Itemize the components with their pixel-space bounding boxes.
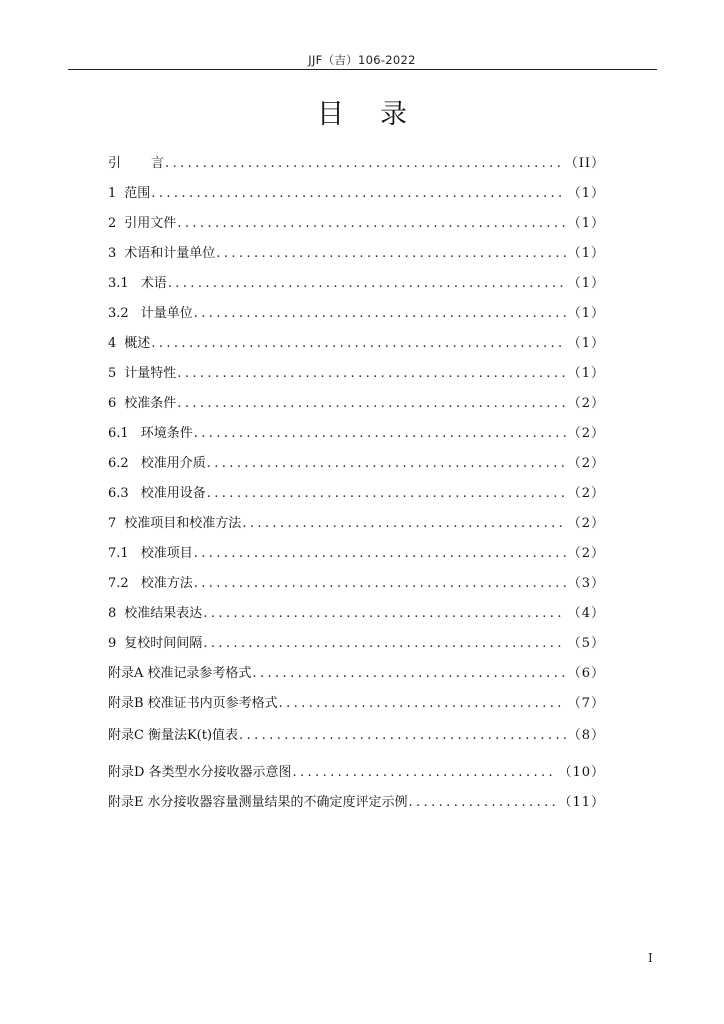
toc-entry-number: 4	[108, 336, 117, 351]
toc-entry-page: （1）	[567, 186, 605, 201]
toc-leader-dots	[151, 186, 565, 201]
toc-entry-page: （2）	[567, 516, 605, 531]
toc-leader-dots	[203, 606, 565, 621]
toc-entry-title: 范围	[124, 186, 151, 201]
toc-entry-number: 5	[108, 366, 117, 381]
toc-entry-number: 附录C	[108, 728, 144, 743]
toc-leader-dots	[194, 546, 566, 561]
toc-entry[interactable]	[108, 332, 605, 352]
toc-entry[interactable]	[108, 791, 605, 811]
toc-leader-dots	[207, 456, 566, 471]
toc-entry-number: 附录E	[108, 795, 144, 810]
toc-entry[interactable]	[108, 724, 605, 744]
toc-entry-title: 复校时间间隔	[124, 636, 203, 651]
toc-entry[interactable]	[108, 602, 605, 622]
page-number: I	[648, 951, 653, 965]
toc-entry-page: （3）	[567, 576, 605, 591]
toc-entry[interactable]	[108, 362, 605, 382]
toc-entry-label	[108, 572, 193, 591]
toc-entry-title: 校准项目和校准方法	[124, 516, 242, 531]
toc-entry-label	[108, 602, 202, 621]
toc-entry-page: （11）	[558, 795, 605, 810]
toc-entry-title: 环境条件	[140, 426, 193, 441]
toc-entry[interactable]	[108, 452, 605, 472]
toc-entry-page: （1）	[567, 276, 605, 291]
toc-entry-label	[108, 692, 278, 711]
toc-entry-number: 引	[108, 156, 122, 171]
toc-entry-number: 6.3	[108, 486, 129, 501]
toc-entry-number: 7.1	[108, 546, 129, 561]
toc-entry[interactable]	[108, 212, 605, 232]
toc-entry[interactable]	[108, 761, 605, 781]
toc-entry-number: 附录A	[108, 666, 144, 681]
toc-entry[interactable]	[108, 182, 605, 202]
toc-entry-title: 概述	[124, 336, 151, 351]
toc-entry-number: 附录D	[108, 765, 145, 780]
toc-entry-page: （2）	[567, 396, 605, 411]
toc-entry[interactable]	[108, 302, 605, 322]
toc-entry-page: （2）	[567, 426, 605, 441]
toc-leader-dots	[203, 636, 565, 651]
toc-entry[interactable]	[108, 542, 605, 562]
toc-entry[interactable]	[108, 572, 605, 592]
toc-entry-label	[108, 724, 238, 743]
toc-entry-label	[108, 791, 408, 810]
toc-entry-label	[108, 362, 176, 381]
toc-entry[interactable]	[108, 662, 605, 682]
toc-entry-page: （1）	[567, 306, 605, 321]
toc-entry-page: （2）	[567, 546, 605, 561]
toc-entry-label	[108, 182, 150, 201]
toc-leader-dots	[194, 426, 566, 441]
toc-entry-title: 校准项目	[140, 546, 193, 561]
toc-entry-title: 校准条件	[124, 396, 177, 411]
toc-entry-number: 3.2	[108, 306, 129, 321]
toc-entry-label	[108, 422, 193, 441]
toc-entry-title: 水分接收器容量测量结果的不确定度评定示例	[147, 795, 408, 810]
toc-entry-page: （II）	[564, 156, 605, 171]
toc-entry[interactable]	[108, 242, 605, 262]
toc-entry-page: （4）	[567, 606, 605, 621]
toc-entry-title: 言	[151, 156, 165, 171]
toc-entry-number: 8	[108, 606, 117, 621]
toc-entry[interactable]	[108, 422, 605, 442]
toc-leader-dots	[252, 666, 565, 681]
toc-entry-label	[108, 482, 206, 501]
toc-entry[interactable]	[108, 632, 605, 652]
toc-entry[interactable]	[108, 692, 605, 712]
toc-entry-number: 2	[108, 216, 117, 231]
toc-leader-dots	[177, 366, 565, 381]
toc-entry-title: 引用文件	[124, 216, 177, 231]
toc-entry-label	[108, 242, 215, 261]
toc-entry[interactable]	[108, 512, 605, 532]
toc-leader-dots	[216, 246, 565, 261]
toc-entry-page: （2）	[567, 486, 605, 501]
toc-entry-page: （7）	[567, 696, 605, 711]
toc-entry-title: 校准结果表达	[124, 606, 203, 621]
toc-leader-dots	[151, 336, 565, 351]
toc-entry-title: 计量特性	[124, 366, 177, 381]
toc-entry-label	[108, 761, 291, 780]
toc-entry-label	[108, 512, 241, 531]
toc-leader-dots	[177, 216, 565, 231]
toc-entry-number: 7	[108, 516, 117, 531]
toc-leader-dots	[409, 795, 557, 810]
toc-entry-title: 各类型水分接收器示意图	[148, 765, 292, 780]
toc-leader-dots	[168, 276, 566, 291]
toc-entry-page: （2）	[567, 456, 605, 471]
toc-entry[interactable]	[108, 392, 605, 412]
toc-leader-dots	[165, 156, 563, 171]
toc-leader-dots	[194, 306, 566, 321]
header-rule	[68, 69, 657, 70]
toc-entry-title: 计量单位	[140, 306, 193, 321]
document-code: JJF（吉）106-2022	[308, 53, 416, 67]
toc-entry-label	[108, 332, 150, 351]
toc-entry-label	[108, 212, 176, 231]
toc-entry[interactable]	[108, 482, 605, 502]
toc-entry-number: 附录B	[108, 696, 144, 711]
toc-entry-title: 衡量法K(t)值表	[147, 728, 239, 743]
toc-leader-dots	[177, 396, 565, 411]
toc-entry-page: （1）	[567, 366, 605, 381]
toc-entry-number: 7.2	[108, 576, 129, 591]
toc-entry-page: （10）	[558, 765, 605, 780]
toc-entry-label	[108, 632, 202, 651]
toc-entry-title: 校准用介质	[140, 456, 206, 471]
toc-entry-label	[108, 152, 164, 171]
toc-entry-page: （1）	[567, 216, 605, 231]
toc-entry-title: 校准记录参考格式	[147, 666, 252, 681]
toc-entry-page: （1）	[567, 246, 605, 261]
toc-entry-label	[108, 392, 176, 411]
toc-entry-label	[108, 662, 251, 681]
toc-entry-number: 3.1	[108, 276, 129, 291]
page-title: 目录	[317, 99, 443, 130]
toc-entry-title: 术语和计量单位	[124, 246, 216, 261]
toc-entry-label	[108, 302, 193, 321]
toc-leader-dots	[239, 728, 566, 743]
toc-entry-label	[108, 452, 206, 471]
toc-leader-dots	[242, 516, 565, 531]
toc-entry-number: 3	[108, 246, 117, 261]
toc-entry[interactable]	[108, 152, 605, 172]
toc-entry-title: 校准证书内页参考格式	[147, 696, 278, 711]
toc-entry-number: 6	[108, 396, 117, 411]
toc-leader-dots	[292, 765, 556, 780]
toc-leader-dots	[207, 486, 566, 501]
toc-entry[interactable]	[108, 272, 605, 292]
toc-entry-number: 1	[108, 186, 117, 201]
toc-leader-dots	[279, 696, 566, 711]
toc-entry-title: 校准方法	[140, 576, 193, 591]
toc-entry-title: 术语	[140, 276, 167, 291]
toc-entry-label	[108, 272, 167, 291]
toc-leader-dots	[194, 576, 566, 591]
toc-entry-title: 校准用设备	[140, 486, 206, 501]
toc-entry-page: （6）	[567, 666, 605, 681]
toc-entry-number: 6.2	[108, 456, 129, 471]
toc-entry-number: 9	[108, 636, 117, 651]
toc-entry-number: 6.1	[108, 426, 129, 441]
toc-entry-label	[108, 542, 193, 561]
toc-entry-page: （1）	[567, 336, 605, 351]
toc-entry-page: （8）	[567, 728, 605, 743]
toc-entry-page: （5）	[567, 636, 605, 651]
